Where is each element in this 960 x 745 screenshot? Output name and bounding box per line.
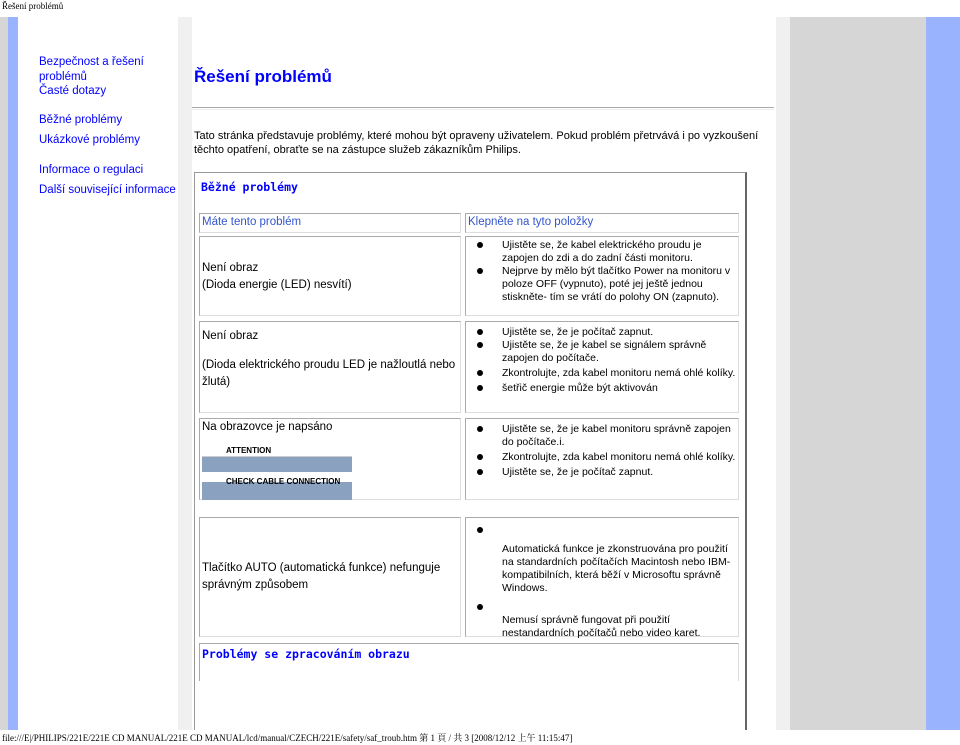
list-item bbox=[502, 239, 738, 265]
attention-bar bbox=[202, 438, 352, 457]
list-item bbox=[502, 451, 738, 464]
list-item bbox=[502, 339, 738, 365]
solution-text: šetřič energie může být aktivován bbox=[502, 382, 658, 394]
bullet-icon bbox=[477, 329, 483, 335]
bullet-icon bbox=[477, 454, 483, 460]
bullet-icon bbox=[477, 370, 483, 376]
bullet-icon bbox=[477, 268, 483, 274]
solution-cell-row3 bbox=[465, 418, 739, 500]
check-cable-label: CHECK CABLE CONNECTION bbox=[226, 477, 341, 486]
problem-cell-no-image-led-off bbox=[199, 236, 461, 316]
column-header-problem: Máte tento problém bbox=[199, 213, 461, 233]
image-problems-heading-cell bbox=[199, 643, 739, 681]
list-item bbox=[502, 601, 738, 614]
page-title: Řešení problémů bbox=[194, 67, 332, 86]
right-margin-gray bbox=[790, 17, 926, 730]
solution-cell-row2 bbox=[465, 321, 739, 413]
solution-text: Ujistěte se, že je počítač zapnut. bbox=[502, 466, 654, 478]
intro-text: Tato stránka představuje problémy, které mohou být opraveny uživatelem. Pokud problém přetrvává i po vyzkoušení těchto opatření, obraťte se na zástupce služeb zákazníkům Philips. bbox=[194, 130, 759, 156]
sidebar-link-faq[interactable]: Časté dotazy bbox=[39, 85, 107, 97]
title-divider bbox=[192, 107, 774, 110]
bullet-icon bbox=[477, 385, 483, 391]
list-item bbox=[502, 423, 738, 449]
bullet-icon bbox=[477, 527, 483, 533]
solution-text: Zkontrolujte, zda kabel monitoru nemá ohlé kolíky. bbox=[502, 367, 736, 379]
problem-line: (Dioda energie (LED) nesvítí) bbox=[202, 279, 352, 291]
list-item bbox=[502, 382, 738, 395]
list-item bbox=[502, 614, 738, 640]
sidebar-link-related-info[interactable]: Další související informace bbox=[39, 184, 176, 196]
problem-cell-no-image-led-yellow bbox=[199, 321, 461, 413]
bullet-icon bbox=[477, 426, 483, 432]
sidebar-link-regulatory[interactable]: Informace o regulaci bbox=[39, 164, 144, 176]
solution-text: Automatická funkce je zkonstruována pro použití na standardních počítačích Macintosh nebo IBM-kompatibilních, která běží v Microsoftu správně Windows. bbox=[502, 543, 731, 594]
problems-table-frame bbox=[194, 172, 747, 730]
attention-screen-image bbox=[202, 438, 352, 500]
left-margin-blue bbox=[8, 17, 18, 730]
main-content bbox=[192, 17, 776, 730]
list-item bbox=[502, 543, 738, 595]
solution-text: Zkontrolujte, zda kabel monitoru nemá ohlé kolíky. bbox=[502, 451, 736, 463]
content-gutter-left bbox=[178, 17, 192, 730]
content-gutter-right bbox=[776, 17, 790, 730]
problem-cell-auto-button bbox=[199, 517, 461, 637]
solution-text: Nemusí správně fungovat při použití nestandardních počítačů nebo video karet. bbox=[502, 614, 701, 639]
bullet-icon bbox=[477, 604, 483, 610]
problem-line: Na obrazovce je napsáno bbox=[202, 421, 333, 433]
list-item bbox=[502, 326, 738, 339]
bullet-icon bbox=[477, 342, 483, 348]
sidebar-link-sample-problems[interactable]: Ukázkové problémy bbox=[39, 134, 140, 146]
column-header-solution: Klepněte na tyto položky bbox=[465, 213, 739, 233]
bullet-icon bbox=[477, 242, 483, 248]
solution-text: Nejprve by mělo být tlačítko Power na monitoru v poloze OFF (vypnuto), poté jej ještě jednou stiskněte- tím se vrátí do polohy ON (zapnuto). bbox=[502, 265, 731, 303]
problem-line: Není obraz bbox=[202, 262, 259, 274]
sidebar-nav bbox=[18, 17, 178, 730]
problem-line: Není obraz bbox=[202, 330, 259, 342]
sidebar-link-common-problems[interactable]: Běžné problémy bbox=[39, 114, 123, 126]
list-item bbox=[502, 367, 738, 380]
left-margin-gray bbox=[0, 17, 8, 730]
right-margin-blue bbox=[926, 17, 960, 730]
solution-text: Ujistěte se, že je počítač zapnut. bbox=[502, 326, 654, 338]
section-heading-image: Problémy se zpracováním obrazu bbox=[202, 647, 410, 661]
list-item bbox=[502, 524, 738, 537]
bullet-icon bbox=[477, 469, 483, 475]
solution-text: Ujistěte se, že je kabel se signálem správně zapojen do počítače. bbox=[502, 339, 707, 364]
list-item bbox=[502, 265, 738, 304]
problem-line: Tlačítko AUTO (automatická funkce) nefunguje správným způsobem bbox=[202, 562, 441, 591]
problem-cell-screen-message bbox=[199, 418, 461, 500]
problem-line: (Dioda elektrického proudu LED je nažloutlá nebo žlutá) bbox=[202, 359, 456, 388]
solution-cell-row1 bbox=[465, 236, 739, 316]
status-bar: file:///E|/PHILIPS/221E/221E CD MANUAL/221E CD MANUAL/lcd/manual/CZECH/221E/safety/saf_troub.htm 第 1 頁 / 共 3 [2008/12/12 上午 11:15:47] bbox=[0, 731, 960, 745]
section-heading-common: Běžné problémy bbox=[201, 180, 298, 194]
attention-label: ATTENTION bbox=[226, 446, 272, 455]
solution-cell-row4 bbox=[465, 517, 739, 637]
solution-text: Ujistěte se, že je kabel monitoru správně zapojen do počítače.i. bbox=[502, 423, 731, 448]
solution-text: Ujistěte se, že kabel elektrického proudu je zapojen do zdi a do zadní části monitoru. bbox=[502, 239, 702, 264]
list-item bbox=[502, 466, 738, 479]
sidebar-link-safety[interactable]: Bezpečnost a řešení problémů bbox=[39, 56, 144, 83]
window-title: Řešení problémů bbox=[0, 0, 960, 16]
